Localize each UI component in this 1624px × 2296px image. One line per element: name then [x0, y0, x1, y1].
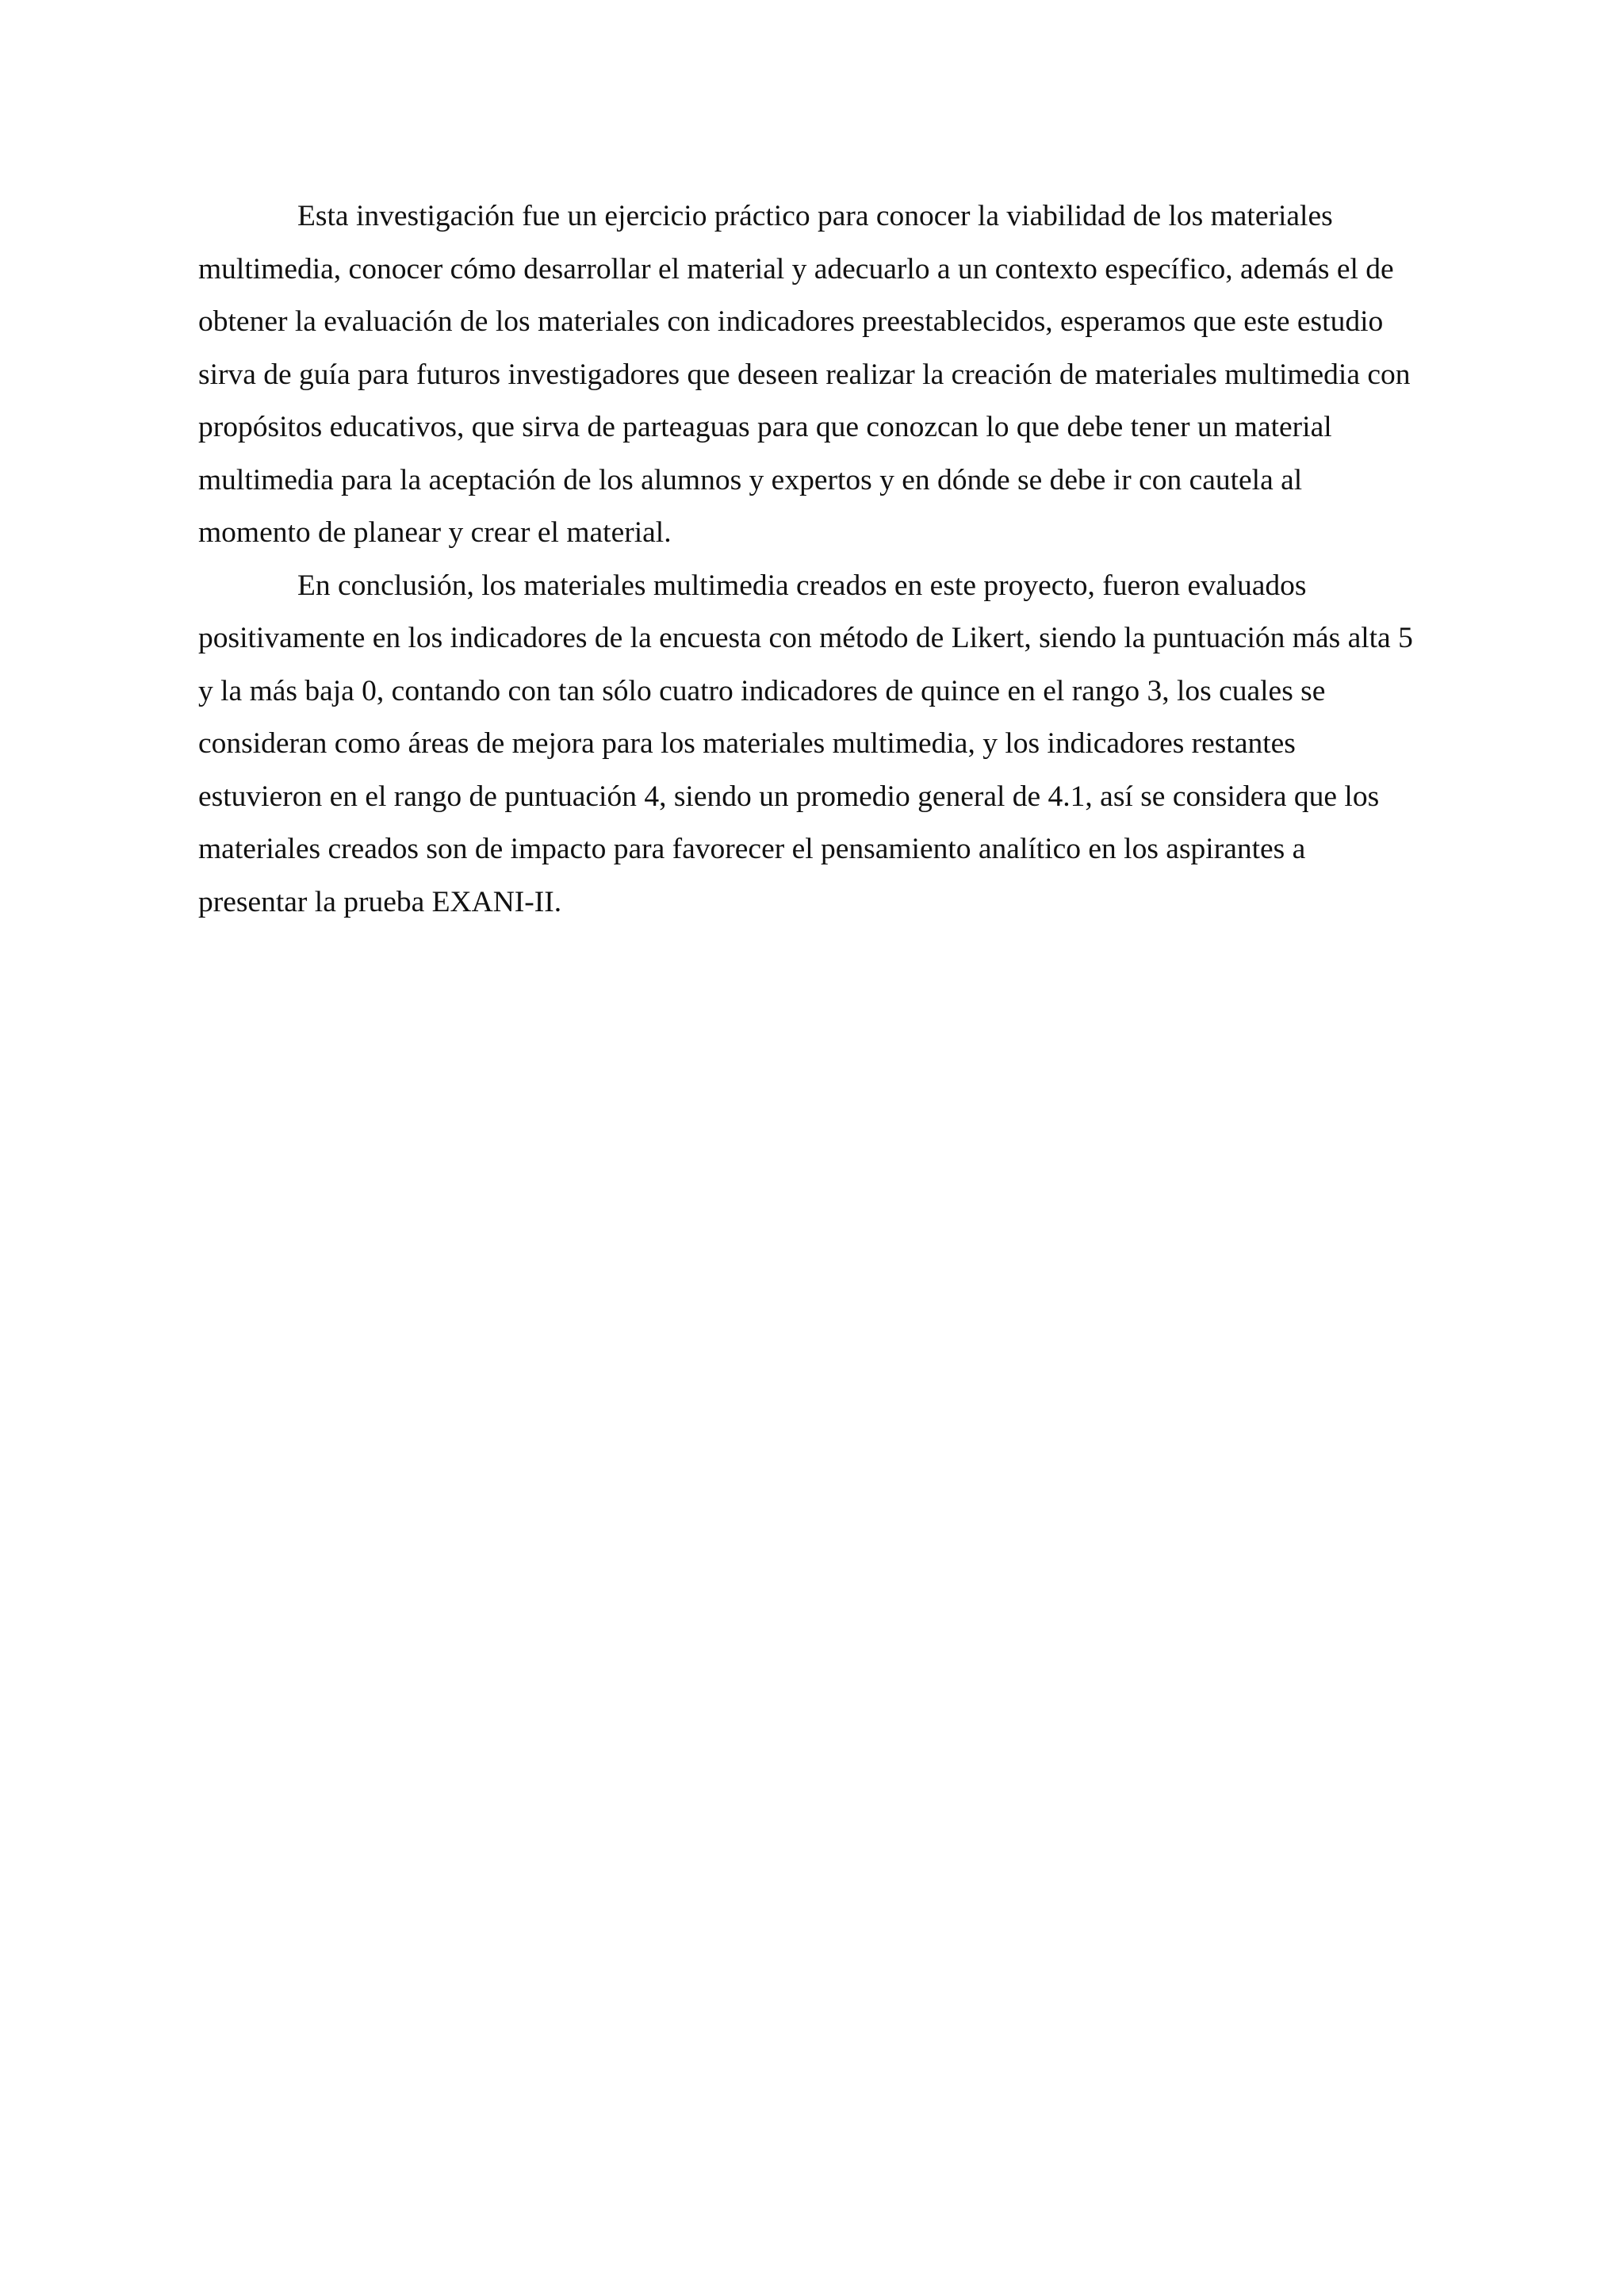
text-line: y la más baja 0, contando con tan sólo cuatro indicadores de quince en el rango 3, los cuales se: [198, 674, 1326, 707]
text-line: positivamente en los indicadores de la encuesta con método de Likert, siendo la puntuación más alta 5: [198, 622, 1413, 654]
text-line: multimedia para la aceptación de los alumnos y expertos y en dónde se debe ir con cautela al: [198, 463, 1303, 496]
text-line: En conclusión, los materiales multimedia creados en este proyecto, fueron evaluados: [297, 569, 1307, 602]
text-line: momento de planear y crear el material.: [198, 516, 672, 549]
text-line: multimedia, conocer cómo desarrollar el material y adecuarlo a un contexto específico, además el de: [198, 252, 1394, 286]
text-line: estuvieron en el rango de puntuación 4, siendo un promedio general de 4.1, así se considera que los: [198, 780, 1380, 813]
text-line: obtener la evaluación de los materiales con indicadores preestablecidos, esperamos que este estudio: [198, 305, 1384, 338]
text-line: sirva de guía para futuros investigadores que deseen realizar la creación de materiales multimedia con: [198, 358, 1411, 391]
text-line: propósitos educativos, que sirva de parteaguas para que conozcan lo que debe tener un material: [198, 411, 1332, 443]
body-text: [198, 190, 1435, 929]
paragraph-investigacion: [198, 190, 1435, 560]
text-line: Esta investigación fue un ejercicio práctico para conocer la viabilidad de los materiales: [297, 200, 1333, 232]
text-line: consideran como áreas de mejora para los materiales multimedia, y los indicadores restantes: [198, 727, 1296, 760]
text-line: presentar la prueba EXANI-II.: [198, 885, 562, 918]
paragraph-conclusion: [198, 560, 1435, 930]
text-line: materiales creados son de impacto para favorecer el pensamiento analítico en los aspirantes a: [198, 833, 1306, 865]
